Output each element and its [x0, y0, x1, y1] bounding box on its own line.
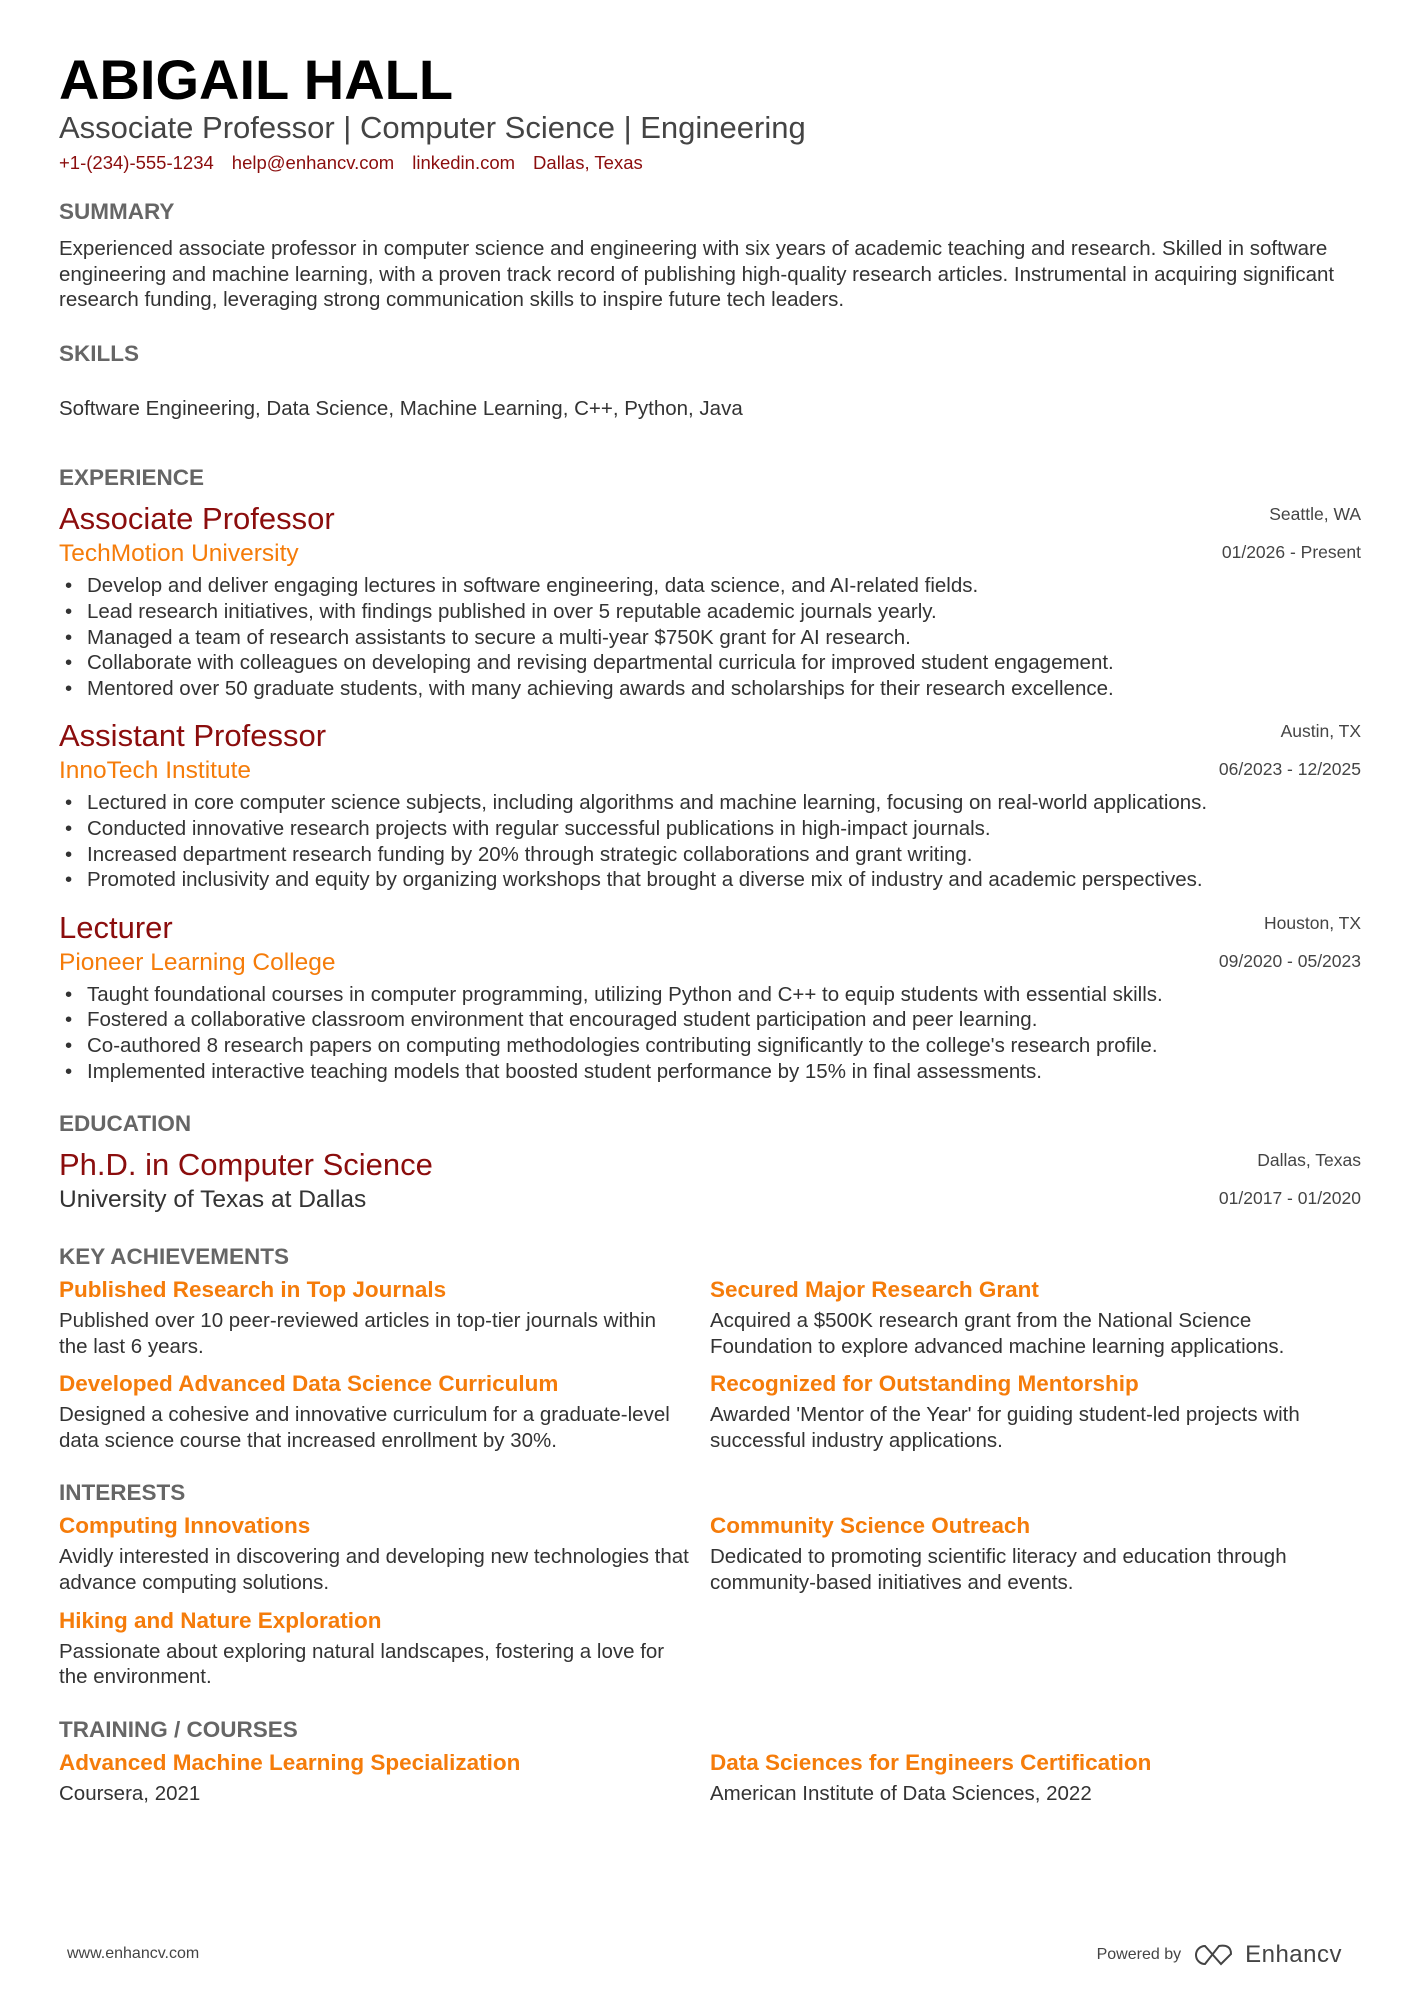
bullet-item: • Increased department research funding by 20% through strategic collaborations and grant writing. — [59, 842, 1361, 868]
achievements-item — [710, 1369, 1361, 1453]
training-item-description: American Institute of Data Sciences, 2022 — [710, 1781, 1092, 1805]
interests-item-title: Hiking and Nature Exploration — [59, 1607, 382, 1633]
achievements-item-title: Developed Advanced Data Science Curriculum — [59, 1371, 559, 1397]
bullet-item: • Mentored over 50 graduate students, with many achieving awards and scholarships for their research excellence. — [59, 676, 1361, 702]
interests-item — [710, 1511, 1361, 1595]
phone[interactable]: +1-(234)-555-1234 — [59, 152, 214, 173]
interests-grid — [59, 1511, 1361, 1699]
interests-item — [59, 1511, 710, 1595]
achievements-item-description: Awarded 'Mentor of the Year' for guiding student-led projects with successful industry applications. — [710, 1403, 1300, 1452]
section-heading-training: TRAINING / COURSES — [59, 1716, 298, 1742]
training-item-description: Coursera, 2021 — [59, 1781, 201, 1805]
enhancv-logo-icon — [1191, 1942, 1235, 1968]
resume — [59, 0, 1361, 1816]
section-heading-experience: EXPERIENCE — [59, 465, 205, 491]
achievements-item-title: Published Research in Top Journals — [59, 1277, 447, 1303]
achievements-item-description: Acquired a $500K research grant from the National Science Foundation to explore advanced machine learning applications. — [710, 1309, 1285, 1358]
achievements-item — [710, 1275, 1361, 1359]
education-dates: 01/2017 - 01/2020 — [1218, 1188, 1361, 1209]
achievements-item — [59, 1275, 710, 1359]
experience-list — [59, 501, 1361, 1084]
section-heading-skills: SKILLS — [59, 340, 140, 366]
bullet-item: • Managed a team of research assistants to secure a multi-year $750K grant for AI research. — [59, 625, 1361, 651]
school: University of Texas at Dallas — [59, 1186, 367, 1214]
training-item — [710, 1748, 1361, 1807]
footer — [67, 1941, 1342, 1969]
section-heading-education: EDUCATION — [59, 1111, 192, 1137]
achievements-item — [59, 1369, 710, 1453]
interests-item-title: Community Science Outreach — [710, 1513, 1031, 1539]
footer-website[interactable]: www.enhancv.com — [67, 1945, 200, 1962]
candidate-name: ABIGAIL HALL — [59, 48, 454, 111]
interests-item — [59, 1606, 710, 1690]
linkedin-link[interactable]: linkedin.com — [412, 152, 516, 173]
job-dates: 09/2020 - 05/2023 — [1218, 950, 1361, 971]
powered-by-label: Powered by — [1096, 1946, 1182, 1963]
section-heading-summary: SUMMARY — [59, 199, 175, 224]
bullet-item: • Develop and deliver engaging lectures in software engineering, data science, and AI-related fields. — [59, 573, 1361, 599]
company: Pioneer Learning College — [59, 948, 336, 976]
education-location: Dallas, Texas — [1257, 1150, 1361, 1171]
bullet-list — [59, 790, 1361, 892]
bullet-list — [59, 573, 1361, 701]
achievements-grid — [59, 1275, 1361, 1463]
achievements-item-title: Secured Major Research Grant — [710, 1277, 1039, 1303]
job-dates: 01/2026 - Present — [1221, 542, 1361, 563]
company: InnoTech Institute — [59, 757, 252, 785]
training-grid — [59, 1748, 1361, 1817]
powered-by — [1097, 1941, 1342, 1969]
bullet-item: • Conducted innovative research projects with regular successful publications in high-impact journals. — [59, 816, 1361, 842]
bullet-item: • Co-authored 8 research papers on computing methodologies contributing significantly to the college's research profile. — [59, 1033, 1361, 1059]
email-link[interactable]: help@enhancv.com — [231, 152, 395, 173]
bullet-item: • Promoted inclusivity and equity by organizing workshops that brought a diverse mix of industry and academic perspectives. — [59, 867, 1361, 893]
achievements-item-title: Recognized for Outstanding Mentorship — [710, 1371, 1139, 1397]
company: TechMotion University — [59, 540, 299, 568]
degree: Ph.D. in Computer Science — [59, 1147, 433, 1183]
job-dates: 06/2023 - 12/2025 — [1218, 759, 1361, 780]
bullet-item: • Taught foundational courses in computer programming, utilizing Python and C++ to equip students with essential skills. — [59, 982, 1361, 1008]
training-item-title: Advanced Machine Learning Specialization — [59, 1749, 521, 1775]
interests-item-title: Computing Innovations — [59, 1513, 311, 1539]
job-entry — [59, 501, 1361, 701]
job-entry — [59, 910, 1361, 1084]
job-location: Seattle, WA — [1269, 504, 1361, 525]
candidate-title: Associate Professor | Computer Science | Engineering — [59, 110, 806, 145]
location: Dallas, Texas — [533, 152, 643, 173]
education-entry — [59, 1147, 1361, 1215]
job-location: Houston, TX — [1264, 912, 1361, 933]
bullet-item: • Lead research initiatives, with findings published in over 5 reputable academic journals yearly. — [59, 599, 1361, 625]
interests-item-description: Avidly interested in discovering and developing new technologies that advance computing solutions. — [59, 1545, 689, 1595]
interests-item-description: Passionate about exploring natural landscapes, fostering a love for the environment. — [59, 1639, 665, 1689]
skills-text: Software Engineering, Data Science, Machine Learning, C++, Python, Java — [59, 396, 743, 420]
bullet-list — [59, 982, 1361, 1084]
bullet-item: • Collaborate with colleagues on developing and revising departmental curricula for improved student engagement. — [59, 650, 1361, 676]
bullet-item: • Fostered a collaborative classroom environment that encouraged student participation and peer learning. — [59, 1007, 1361, 1033]
job-title: Associate Professor — [59, 501, 335, 537]
section-heading-interests: INTERESTS — [59, 1480, 186, 1506]
achievements-item-description: Published over 10 peer-reviewed articles in top-tier journals within the last 6 years. — [59, 1309, 657, 1358]
enhancv-brand: Enhancv — [1245, 1941, 1342, 1968]
job-title: Assistant Professor — [59, 718, 327, 754]
achievements-item-description: Designed a cohesive and innovative curriculum for a graduate-level data science course that increased enrollment by 30%. — [59, 1403, 670, 1452]
bullet-item: • Implemented interactive teaching models that boosted student performance by 15% in final assessments. — [59, 1059, 1361, 1085]
job-location: Austin, TX — [1280, 721, 1361, 742]
training-item — [59, 1748, 710, 1807]
job-title: Lecturer — [59, 909, 173, 945]
bullet-item: • Lectured in core computer science subjects, including algorithms and machine learning, focusing on real-world applications. — [59, 790, 1361, 816]
section-heading-achievements: KEY ACHIEVEMENTS — [59, 1244, 290, 1270]
training-item-title: Data Sciences for Engineers Certification — [710, 1749, 1152, 1775]
job-entry — [59, 718, 1361, 892]
contact-info — [59, 151, 1361, 175]
interests-item-description: Dedicated to promoting scientific literacy and education through community-based initiatives and events. — [710, 1545, 1287, 1595]
summary-text: Experienced associate professor in computer science and engineering with six years of academic teaching and research. Skilled in software engineering and machine learning, with a proven track record of publishing high-quality research articles. Instrumental in acquiring significant research funding, leveraging strong communication skills to inspire future tech leaders. — [59, 237, 1335, 312]
